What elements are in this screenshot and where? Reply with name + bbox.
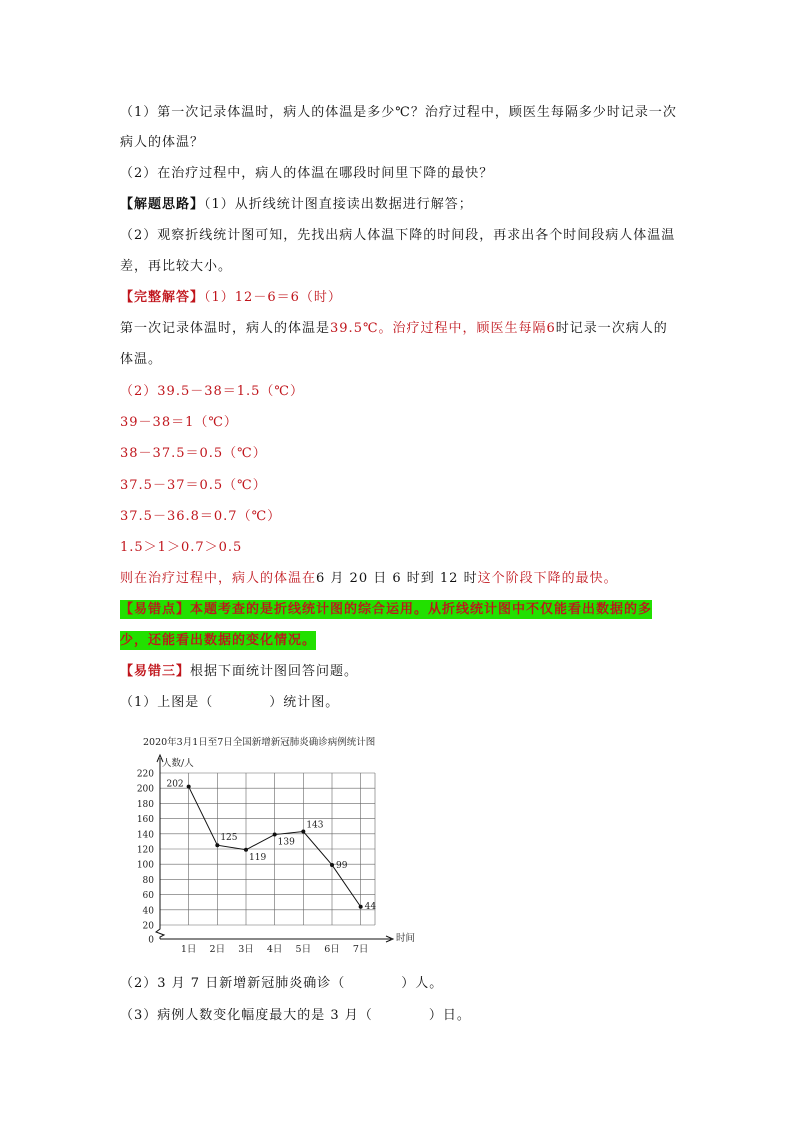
data-label: 125 (220, 833, 238, 844)
data-point (359, 905, 363, 909)
part-1-pre: （1）上图是（ (120, 695, 214, 710)
chart-grid (160, 773, 375, 925)
y-tick-label: 20 (142, 921, 154, 932)
conclusion-text-b: 这个阶段下降的最快。 (477, 571, 618, 586)
answer-1-line-a (120, 319, 668, 339)
y-tick-labels (137, 770, 154, 946)
tip-highlight-a: 【易错点】本题考查的是折线统计图的综合运用。从折线统计图中不仅能看出数据的多 (120, 602, 653, 617)
x-tick-labels (181, 944, 369, 955)
data-label: 99 (336, 860, 348, 871)
x-tick-label: 3日 (238, 944, 254, 955)
data-point (187, 785, 191, 789)
x-tick-label: 7日 (352, 944, 369, 955)
x-tick-label: 6日 (324, 944, 340, 955)
x-tick-label: 1日 (180, 944, 197, 955)
data-point (330, 863, 334, 867)
axis-break (156, 925, 164, 939)
mistake-three-label: 【易错三】 (120, 664, 191, 679)
data-labels (166, 780, 376, 912)
answer-1-line-b: 体温。 (120, 352, 163, 367)
data-label: 202 (166, 779, 184, 790)
calc-2: 39－38＝1（℃） (120, 415, 238, 430)
y-tick-label: 40 (142, 906, 154, 917)
y-tick-label: 180 (136, 799, 154, 810)
data-point (244, 848, 248, 852)
thinking-label: 【解题思路】 (120, 197, 205, 212)
y-tick-label: 140 (136, 830, 154, 841)
answer-text: （1）12－6＝6（时） (204, 290, 342, 305)
conclusion (120, 569, 618, 589)
answer-1-text-b: 时记录一次病人的 (555, 321, 668, 336)
comparison: 1.5＞1＞0.7＞0.5 (120, 540, 243, 555)
answer-1-value-a: 39.5℃。治疗过程中，顾医生每隔 (330, 321, 547, 336)
x-tick-label: 5日 (295, 944, 312, 955)
part-3-post: ）日。 (428, 1008, 471, 1023)
calc-3: 38－37.5＝0.5（℃） (120, 446, 267, 461)
part-1 (120, 693, 339, 713)
data-point (215, 843, 219, 847)
calc-4: 37.5－37＝0.5（℃） (120, 478, 267, 493)
data-point (301, 830, 305, 834)
thinking-2-line-a: （2）观察折线统计图可知，先找出病人体温下降的时间段，再求出各个时间段病人体温温 (120, 228, 676, 243)
mistake-three-text: 根据下面统计图回答问题。 (190, 664, 359, 679)
full-answer (120, 288, 342, 308)
y-axis-label: 人数/人 (162, 758, 194, 769)
part-2-pre: （2）3 月 7 日新增新冠肺炎确诊（ (120, 976, 346, 991)
question-1-line-a: （1）第一次记录体温时，病人的体温是多少℃？治疗过程中，顾医生每隔多少时记录一次 (120, 105, 677, 120)
part-3-pre: （3）病例人数变化幅度最大的是 3 月（ (120, 1008, 373, 1023)
data-label: 143 (306, 820, 324, 831)
x-tick-label: 2日 (209, 944, 226, 955)
x-axis-label: 时间 (396, 933, 416, 944)
y-tick-label: 100 (136, 860, 154, 871)
answer-label: 【完整解答】 (120, 290, 205, 305)
conclusion-text-a: 则在治疗过程中，病人的体温在 (120, 571, 317, 586)
part-2-post: ）人。 (401, 976, 444, 991)
thinking-2-line-b: 差，再比较大小。 (120, 259, 233, 274)
thinking-text: （1）从折线统计图直接读出数据进行解答； (204, 197, 473, 212)
calc-1: （2）39.5－38＝1.5（℃） (120, 384, 304, 399)
solution-thinking (120, 195, 473, 215)
y-tick-label: 0 (148, 935, 154, 946)
chart-title: 2020年3月1日至7日全国新增新冠肺炎确诊病例统计图 (143, 737, 376, 748)
y-tick-label: 60 (142, 891, 154, 902)
y-tick-label: 200 (136, 784, 154, 795)
data-label: 119 (249, 852, 267, 863)
question-1-line-b: 病人的体温？ (120, 135, 205, 150)
x-tick-label: 4日 (266, 944, 283, 955)
data-point (273, 833, 277, 837)
mistake-three (120, 662, 358, 682)
part-3 (120, 1006, 471, 1026)
answer-1-value-b: 6 (546, 321, 556, 336)
y-tick-label: 160 (136, 815, 154, 826)
line-chart (120, 728, 430, 956)
data-label: 44 (364, 901, 377, 912)
y-tick-label: 220 (136, 769, 154, 780)
part-2 (120, 974, 443, 994)
y-tick-label: 80 (142, 875, 154, 886)
question-2: （2）在治疗过程中，病人的体温在哪段时间里下降的最快？ (120, 166, 494, 181)
answer-1-text-a: 第一次记录体温时，病人的体温是 (120, 321, 331, 336)
calc-5: 37.5－36.8＝0.7（℃） (120, 509, 282, 524)
part-1-post: ）统计图。 (269, 695, 340, 710)
y-tick-label: 120 (136, 845, 154, 856)
data-label: 139 (277, 837, 295, 848)
conclusion-time: 6 月 20 日 6 时到 12 时 (316, 571, 478, 586)
tip-highlight-b: 少，还能看出数据的变化情况。 (120, 633, 317, 648)
tip-line-b (120, 631, 316, 651)
tip-line-a (120, 600, 652, 620)
